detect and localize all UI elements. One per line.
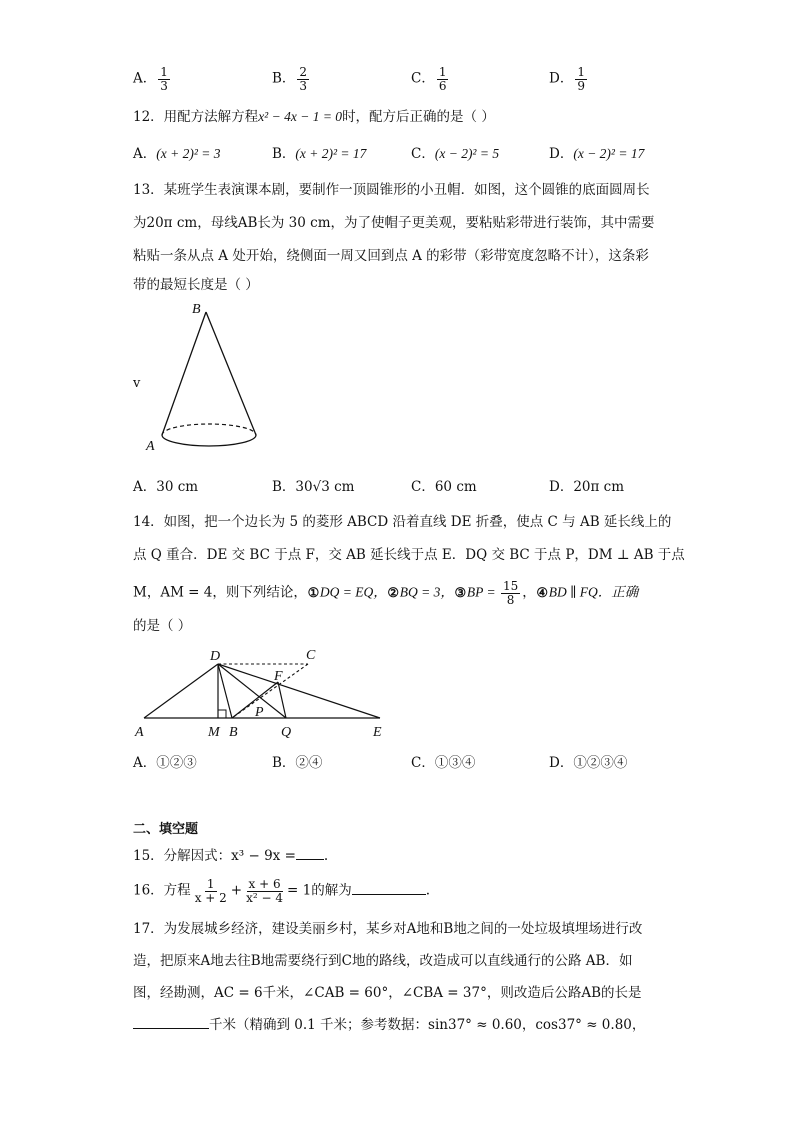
q11-option-a: A． $\frac{1}{3}$ [133, 65, 168, 93]
conclusion-2-marker: ② [387, 585, 400, 601]
label-q: Q [281, 725, 292, 740]
q13-option-d: D．20π cm [549, 479, 625, 495]
q13-option-c: C．60 cm [411, 479, 477, 495]
q16-text: 16．方程 $\frac{1}{x + 2}$ + $\frac{x + 6}{\text{x² − 4}}$ = 1的解为 . [133, 877, 430, 905]
q14-line-2: 点 Q 重合．DE 交 BC 于点 F，交 AB 延长线于点 E．DQ 交 BC 于点 P，DM ⊥ AB 于点 [133, 547, 685, 563]
label-p: P [255, 705, 264, 720]
q14-option-a: A．①②③ [133, 755, 197, 771]
q13-option-a: A．30 cm [133, 479, 199, 495]
q12-option-d: D．(x − 2)² = 17 [549, 146, 645, 162]
q11-option-b: B． $\frac{2}{3}$ [272, 65, 308, 93]
q12-option-c: C．(x − 2)² = 5 [411, 146, 500, 162]
q11-option-c: C． $\frac{1}{6}$ [411, 65, 447, 93]
q14-option-c: C．①③④ [411, 755, 476, 771]
q17-line-3: 图，经勘测，AC = 6千米，∠CAB = 60°，∠CBA = 37°，则改造后公路AB的长是 [133, 985, 642, 1001]
q13-line-1: 13．某班学生表演课本剧，要制作一顶圆锥形的小丑帽．如图，这个圆锥的底面圆周长 [133, 182, 650, 198]
rhombus-figure [130, 645, 400, 745]
conclusion-3-marker: ③ [454, 585, 467, 601]
q14-line-3: M，AM = 4，则下列结论，①DQ = EQ，②BQ = 3，③BP = $\frac{15}{8}$ ，④BD ∥ FQ．正确 [133, 579, 639, 607]
q15-text: 15．分解因式：x³ − 9x = . [133, 848, 329, 864]
q14-option-b: B．②④ [272, 755, 323, 771]
q17-line-4: 千米（精确到 0.1 千米；参考数据：sin37° ≈ 0.60，cos37° ≈ 0.80， [133, 1019, 645, 1033]
label-d: D [210, 649, 221, 664]
label-b: B [229, 725, 238, 740]
q13-line-2: 为20π cm，母线AB长为 30 cm，为了使帽子更美观，要粘贴彩带进行装饰，其中需要 [133, 215, 655, 231]
q13-line-4: 带的最短长度是（ ） [133, 277, 259, 293]
q14-option-d: D．①②③④ [549, 755, 628, 771]
cone-base-front [162, 435, 256, 446]
q11-option-d: D． $\frac{1}{9}$ [549, 65, 585, 93]
cone-figure [140, 298, 270, 458]
label-c: C [306, 648, 316, 663]
q12-option-b: B．(x + 2)² = 17 [272, 146, 367, 162]
q17-line-1: 17．为发展城乡经济，建设美丽乡村，某乡对A地和B地之间的一处垃圾填埋场进行改 [133, 921, 643, 937]
cone-base-back [162, 424, 256, 435]
q13-line-3: 粘贴一条从点 A 处开始，绕侧面一周又回到点 A 的彩带（彩带宽度忽略不计），这条彩 [133, 248, 649, 264]
q14-line-1: 14．如图，把一个边长为 5 的菱形 ABCD 沿着直线 DE 折叠，使点 C 与 AB 延长线上的 [133, 514, 672, 530]
label-m: M [208, 725, 220, 740]
cone-label-b: B [192, 302, 201, 317]
right-angle-mark [218, 710, 226, 718]
label-a: A [135, 725, 144, 740]
conclusion-4-marker: ④ [536, 585, 549, 601]
q14-line-4: 的是（ ） [133, 618, 192, 634]
label-f: F [274, 669, 283, 684]
conclusion-1-marker: ① [307, 585, 320, 601]
section-2-title: 二、填空题 [133, 822, 199, 837]
q12-stem: 12．用配方法解方程x² − 4x − 1 = 0时，配方后正确的是（ ） [133, 109, 495, 125]
line-ad [144, 664, 218, 718]
q12-option-a: A．(x + 2)² = 3 [133, 146, 221, 162]
q17-line-2: 造，把原来A地去往B地需要绕行到C地的路线，改造成可以直线通行的公路 AB．如 [133, 953, 633, 969]
cone-right-edge [206, 312, 256, 435]
cone-label-a: A [146, 439, 155, 454]
label-e: E [373, 725, 382, 740]
cone-left-edge [162, 312, 206, 435]
stray-mark: v [133, 376, 141, 391]
q13-option-b: B．30√3 cm [272, 479, 355, 495]
